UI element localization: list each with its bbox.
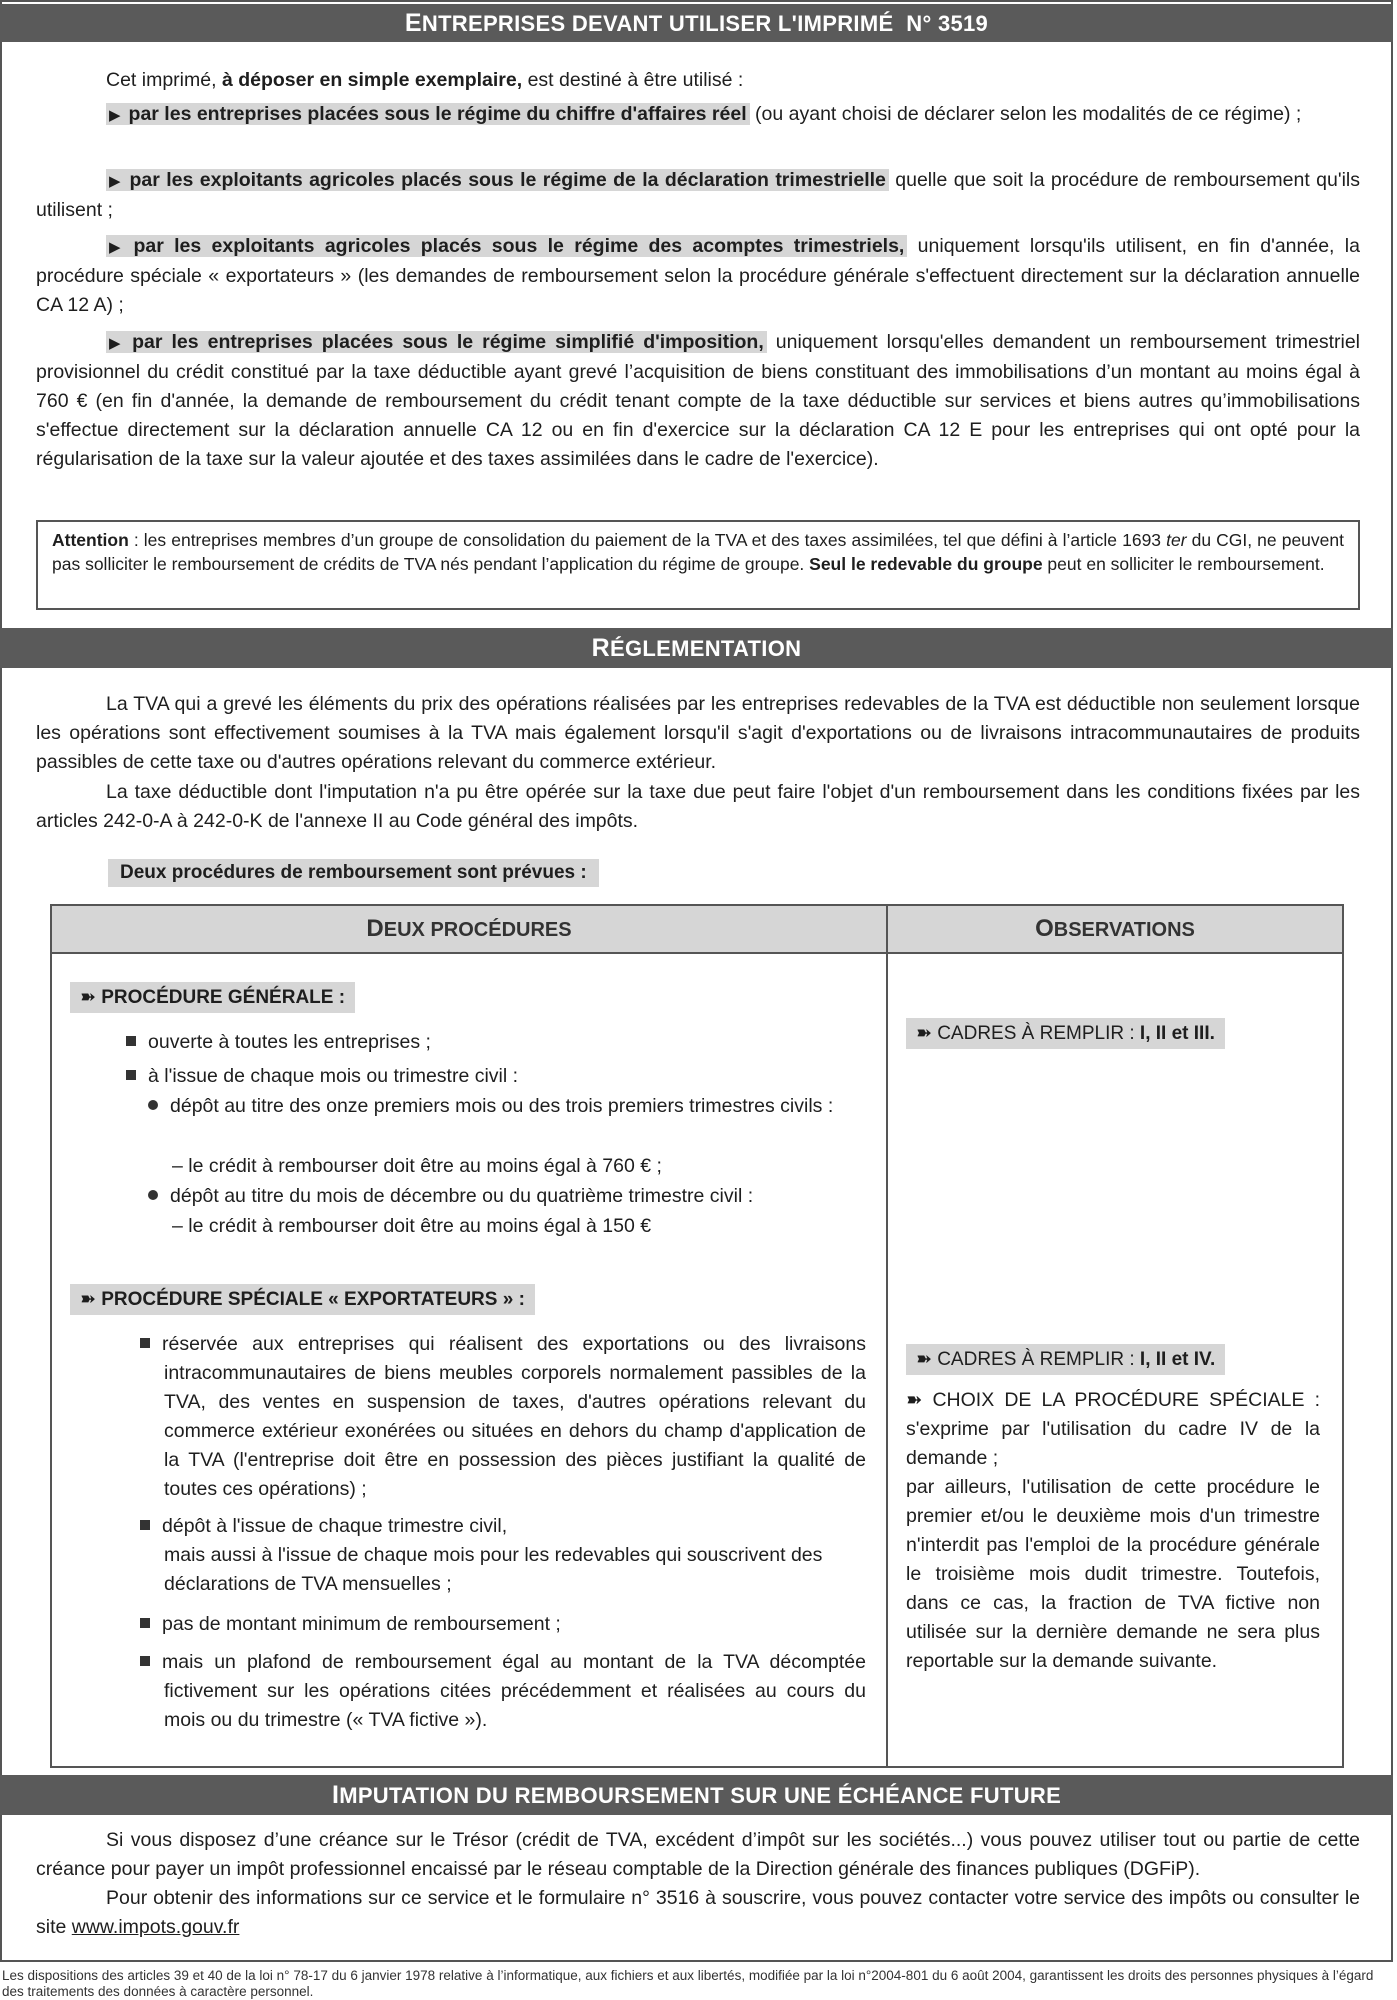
speciale-item-3: pas de montant minimum de remboursement ; [140,1610,866,1639]
imputation-band: IMPUTATION DU REMBOURSEMENT SUR UNE ÉCHÉANCE FUTURE [0,1775,1393,1815]
double-chevron-icon: ➽ [80,987,96,1008]
speciale-item-1: réservée aux entreprises qui réalisent des exportations ou des livraisons intracommunautaires de biens meubles corporels normalement passibles de la TVA, des ventes en suspension de taxes, d'autres opérations relevant du commerce extérieur exonérées ou situées en dehors du champ d'application de la TVA (l'entreprise doit être en possession des pièces justifiant la qualité de toutes ces opérations) ; [140,1330,866,1504]
header-title: NTREPRISES DEVANT UTILISER L'IMPRIMÉ [421,11,894,36]
double-chevron-icon: ➽ [80,1289,96,1310]
square-bullet-icon [140,1618,150,1628]
triangle-right-icon: ▶ [109,173,122,190]
attention-box: Attention : les entreprises membres d’un groupe de consolidation du paiement de la TVA et des taxes assimilées, tel que défini à l’article 1693 ter du CGI, ne peuvent pas solliciter le remboursement de crédits de TVA nés pendant l’application du régime de groupe. Seul le redevable du groupe peut en solliciter le remboursement. [36,520,1360,610]
generale-sub-2-dash: – le crédit à rembourser doit être au moins égal à 150 € [172,1215,652,1237]
square-bullet-icon [140,1520,150,1530]
triangle-right-icon: ▶ [109,239,126,256]
impots-website-link[interactable]: www.impots.gouv.fr [71,1916,240,1938]
intro-lead: Cet imprimé, à déposer en simple exemplaire, est destiné à être utilisé : [106,69,744,91]
reglementation-p2: La taxe déductible dont l'imputation n'a pu être opérée sur la taxe due peut faire l'objet d'un remboursement dans les conditions fixées par les articles 242-0-A à 242-0-K de l'annexe II au Code général des impôts. [36,781,1360,832]
attention-label: Attention [52,530,129,550]
procedures-subtitle: Deux procédures de remboursement sont prévues : [108,859,599,887]
triangle-right-icon: ▶ [109,335,125,352]
square-bullet-icon [140,1656,150,1666]
generale-sub-1-dash: – le crédit à rembourser doit être au moins égal à 760 € ; [172,1155,662,1177]
header-title-number: N° 3519 [906,11,989,36]
table-header-procedures: DEUX PROCÉDURES [51,905,887,953]
double-chevron-icon: ➽ [906,1389,923,1411]
speciale-item-2: dépôt à l'issue de chaque trimestre civil, mais aussi à l'issue de chaque mois pour les redevables qui souscrivent des déclarations de TVA mensuelles ; [140,1512,866,1599]
intro-item-2: ▶ par les exploitants agricoles placés sous le régime de la déclaration trimestrielle quelle que soit la procédure de remboursement qu'ils utilisent ; [36,169,1360,221]
speciale-item-4: mais un plafond de remboursement égal au montant de la TVA décomptée fictivement sur les opérations citées précédemment et réalisées au cours du mois ou du trimestre (« TVA fictive »). [140,1648,866,1735]
choix-procedure-speciale: ➽ CHOIX DE LA PROCÉDURE SPÉCIALE : s'exprime par l'utilisation du cadre IV de la demande ; par ailleurs, l'utilisation de cette procédure le premier et/ou le deuxième mois d'un trimestre n'interdit pas l'emploi de la procédure générale le troisième mois dudit trimestre. Toutefois, dans ce cas, la fraction de TVA fictive non utilisée sur la dernière demande ne sera plus reportable sur la demande suivante. [906,1389,1320,1672]
procedure-generale-title: ➽ PROCÉDURE GÉNÉRALE : [70,982,355,1013]
imputation-p2: Pour obtenir des informations sur ce service et le formulaire n° 3516 à souscrire, vous pouvez contacter votre service des impôts ou consulter le site www.impots.gouv.fr [36,1887,1360,1938]
reglementation-p1: La TVA qui a grevé les éléments du prix des opérations réalisées par les entreprises redevables de la TVA est déductible non seulement lorsque les opérations sont effectivement soumises à la TVA mais également lorsqu'il s'agit d'exportations ou de livraisons intracommunautaires de produits passibles de cette taxe ou d'autres opérations relevant du commerce extérieur. [36,693,1360,773]
generale-item-2: à l'issue de chaque mois ou trimestre civil : [126,1062,866,1091]
imputation-title: MPUTATION DU REMBOURSEMENT SUR UNE ÉCHÉANCE FUTURE [339,1783,1062,1808]
intro-item-4: ▶ par les entreprises placées sous le régime simplifié d'imposition, uniquement lorsqu'elles demandent un remboursement trimestriel provisionnel du crédit constitué par la taxe déductible ayant grevé l’acquisition de biens constituant des immobilisations d’un montant au moins égal à 760 € (en fin d'année, la demande de remboursement du crédit tenant compte de la taxe déductible sur services et biens autres qu’immobilisations s'effectue directement sur la déclaration annuelle CA 12 ou en fin d'exercice sur la déclaration CA 12 E pour les entreprises qui ont opté pour la régularisation de la taxe sur la valeur ajoutée et des taxes assimilées dans le cadre de l'exercice). [36,331,1360,470]
square-bullet-icon [126,1070,136,1080]
double-chevron-icon: ➽ [916,1349,932,1370]
procedure-speciale-title: ➽ PROCÉDURE SPÉCIALE « EXPORTATEURS » : [70,1284,535,1315]
generale-sub-2: dépôt au titre du mois de décembre ou du quatrième trimestre civil : [148,1182,868,1211]
header-title-initial: E [404,9,422,37]
square-bullet-icon [126,1036,136,1046]
speciale-observation: ➽ CADRES À REMPLIR : I, II et IV. [906,1344,1225,1375]
triangle-right-icon: ▶ [109,107,121,124]
table-header-observations: OBSERVATIONS [887,905,1343,953]
round-bullet-icon [148,1190,158,1200]
intro-item-3: ▶ par les exploitants agricoles placés sous le régime des acomptes trimestriels, uniquement lorsqu'ils utilisent, en fin d'année, la procédure spéciale « exportateurs » (les demandes de remboursement selon la procédure générale s'effectuent directement sur la déclaration annuelle CA 12 A) ; [36,235,1360,316]
generale-observation: ➽ CADRES À REMPLIR : I, II et III. [906,1018,1225,1049]
header-band [0,4,1393,42]
double-chevron-icon: ➽ [916,1023,932,1044]
generale-sub-1: dépôt au titre des onze premiers mois ou des trois premiers trimestres civils : [148,1092,868,1121]
round-bullet-icon [148,1100,158,1110]
generale-item-1: ouverte à toutes les entreprises ; [126,1028,866,1057]
imputation-p1: Si vous disposez d’une créance sur le Trésor (crédit de TVA, excédent d’impôt sur les sociétés...) vous pouvez utiliser tout ou partie de cette créance pour payer un impôt professionnel encaissé par le réseau comptable de la Direction générale des finances publiques (DGFiP). [36,1829,1360,1880]
reglementation-band: RÉGLEMENTATION [0,628,1393,668]
square-bullet-icon [140,1338,150,1348]
footer-legal-notice: Les dispositions des articles 39 et 40 de la loi n° 78-17 du 6 janvier 1978 relative à l’informatique, aux fichiers et aux libertés, modifiée par la loi n°2004-801 du 6 août 2004, garantissent les droits des personnes physiques à l’égard des traitements des données à caractère personnel. [2,1968,1374,1999]
intro-item-1: ▶ par les entreprises placées sous le régime du chiffre d'affaires réel (ou ayant choisi de déclarer selon les modalités de ce régime) ; [36,100,1360,130]
reglementation-title: ÉGLEMENTATION [610,636,802,661]
